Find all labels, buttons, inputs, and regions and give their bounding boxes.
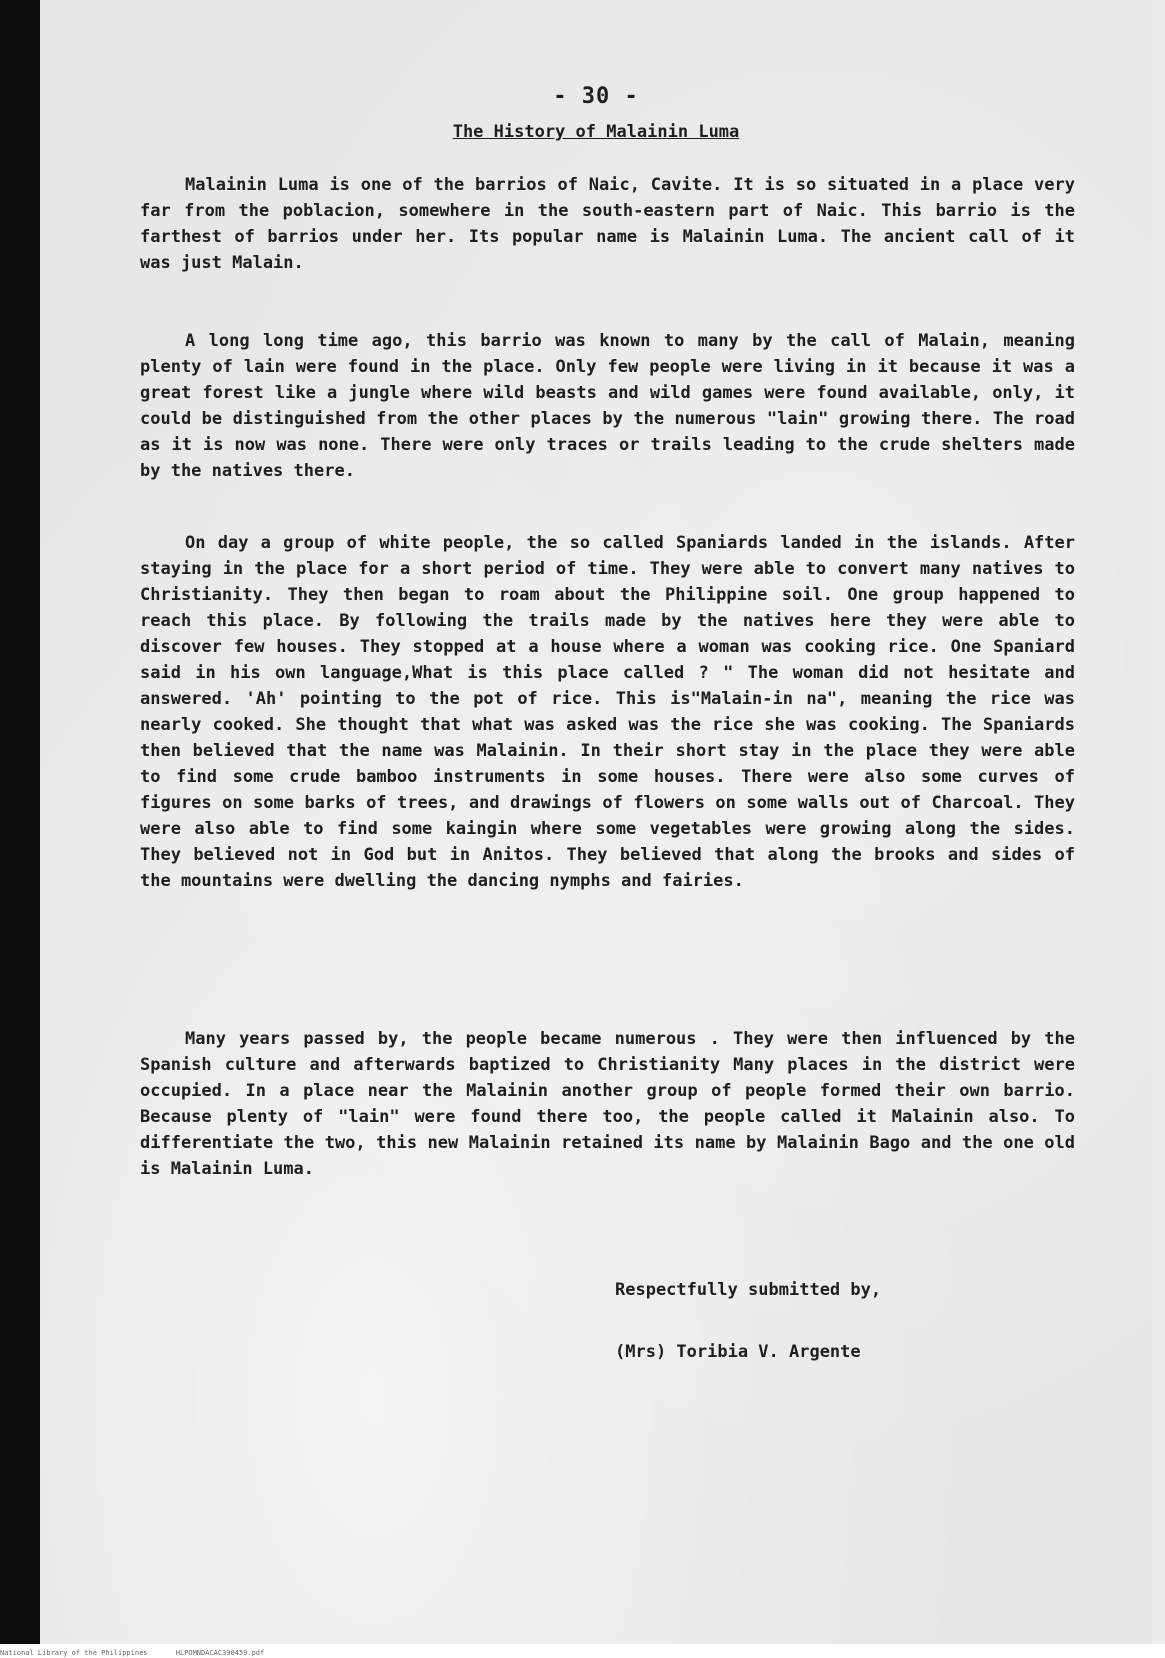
signature-closing: Respectfully submitted by, [615,1280,882,1300]
scan-right-edge [1152,0,1165,1644]
page-number: - 30 - [553,84,639,109]
document-title: The History of Malainin Luma [452,122,740,142]
paragraph-1: Malainin Luma is one of the barrios of Naic, Cavite. It is so situated in a place very far from the poblacion, somewhere in the south-eastern part of Naic. This barrio is the farthest of barrios under her. Its popular name is Malainin Luma. The ancient call of it was just Malain. [140,175,1075,273]
paragraph-3: On day a group of white people, the so called Spaniards landed in the islands. After staying in the place for a short period of time. They were able to convert many natives to Christianity. They then began to roam about the Philippine soil. One group happened to reach this place. By following the trails made by the natives here they were able to discover few houses. They stopped at a house where a woman was cooking rice. One Spaniard said in his own language,What is this place called ? " The woman did not hesitate and answered. 'Ah' pointing to the pot of rice. This is"Malain-in na", meaning the rice was nearly cooked. She thought that what was asked was the rice she was cooking. The Spaniards then believed that the name was Malainin. In their short stay in the place they were able to find some crude bamboo instruments in some houses. There were also some curves of figures on some barks of trees, and drawings of flowers on some walls out of Charcoal. They were also able to find some kaingin where some vegetables were growing along the sides. They believed not in God but in Anitos. They believed that along the brooks and sides of the mountains were dwelling the dancing nymphs and fairies. [140,533,1075,891]
paragraph-2: A long long time ago, this barrio was known to many by the call of Malain, meaning plenty of lain were found in the place. Only few people were living in it because it was a great forest like a jungle where wild beasts and wild games were found available, only, it could be distinguished from the other places by the numerous "lain" growing there. The road as it is now was none. There were only traces or trails leading to the crude shelters made by the natives there. [140,331,1075,481]
scan-left-border [0,0,40,1644]
signature-name: (Mrs) Toribia V. Argente [615,1342,861,1362]
footer-source: National Library of the Philippines [0,1649,148,1657]
footer [0,1648,1165,1658]
footer-filename: HLPOMNDACAC390459.pdf [175,1649,265,1657]
paragraph-4: Many years passed by, the people became numerous . They were then influenced by the Spanish culture and afterwards baptized to Christianity Many places in the district were occupied. In a place near the Malainin another group of people formed their own barrio. Because plenty of "lain" were found there too, the people called it Malainin also. To differentiate the two, this new Malainin retained its name by Malainin Bago and the one old is Malainin Luma. [140,1029,1075,1179]
document-page [40,0,1152,1644]
